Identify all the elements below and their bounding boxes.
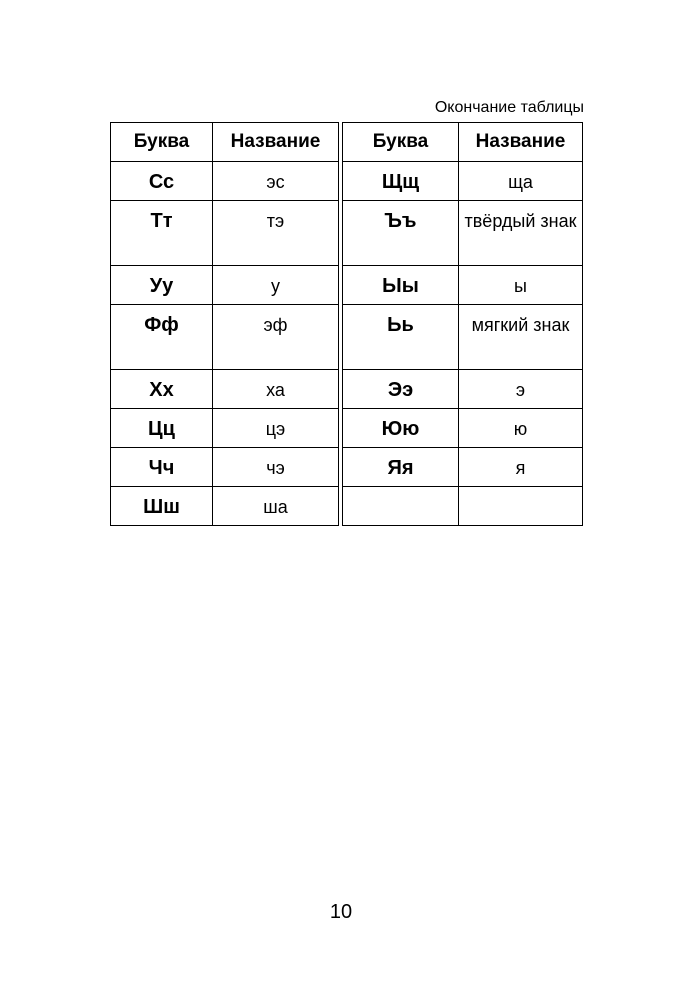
table-row [111, 409, 583, 448]
letter-cell: Сс [111, 162, 213, 201]
header-left-name: Название [213, 123, 339, 162]
table-header-row [111, 123, 583, 162]
letter-cell: Фф [111, 305, 213, 370]
letter-cell: Щщ [343, 162, 459, 201]
table-row [111, 370, 583, 409]
table-row [111, 162, 583, 201]
name-cell: твёрдый знак [459, 201, 583, 266]
name-cell: ы [459, 266, 583, 305]
letter-cell: Чч [111, 448, 213, 487]
name-cell: у [213, 266, 339, 305]
name-cell: ща [459, 162, 583, 201]
page-number: 10 [329, 901, 353, 923]
name-cell: я [459, 448, 583, 487]
header-right-name: Название [459, 123, 583, 162]
name-cell: эс [213, 162, 339, 201]
name-cell: ха [213, 370, 339, 409]
name-cell: тэ [213, 201, 339, 266]
name-cell: чэ [213, 448, 339, 487]
name-cell: ша [213, 487, 339, 526]
letter-cell: Ээ [343, 370, 459, 409]
letter-cell: Тт [111, 201, 213, 266]
name-cell: цэ [213, 409, 339, 448]
name-cell: э [459, 370, 583, 409]
alphabet-table-container [110, 122, 582, 526]
table-caption: Окончание таблицы [434, 99, 584, 116]
letter-cell: Юю [343, 409, 459, 448]
letter-cell: Хх [111, 370, 213, 409]
letter-cell: Ыы [343, 266, 459, 305]
letter-cell: Ьь [343, 305, 459, 370]
alphabet-table [110, 122, 583, 526]
table-row [111, 201, 583, 266]
letter-cell: Яя [343, 448, 459, 487]
letter-cell: Цц [111, 409, 213, 448]
letter-cell [343, 487, 459, 526]
letter-cell: Шш [111, 487, 213, 526]
name-cell: ю [459, 409, 583, 448]
table-row [111, 305, 583, 370]
table-row [111, 487, 583, 526]
header-right-letter: Буква [343, 123, 459, 162]
table-row [111, 448, 583, 487]
table-row [111, 266, 583, 305]
letter-cell: Ъъ [343, 201, 459, 266]
header-left-letter: Буква [111, 123, 213, 162]
letter-cell: Уу [111, 266, 213, 305]
name-cell: эф [213, 305, 339, 370]
name-cell [459, 487, 583, 526]
name-cell: мягкий знак [459, 305, 583, 370]
